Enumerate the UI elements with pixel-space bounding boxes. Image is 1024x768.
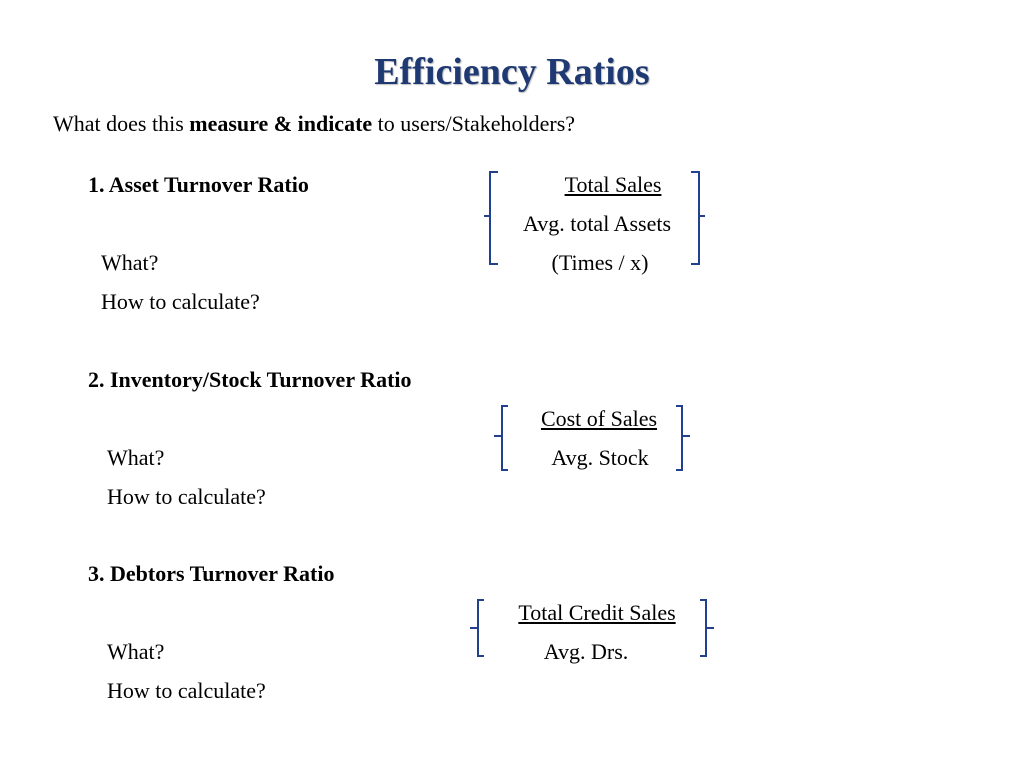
subtitle bbox=[53, 111, 575, 137]
ratio-1-note: (Times / x) bbox=[551, 250, 649, 275]
ratio-2-what: What? bbox=[107, 445, 165, 470]
subtitle-prefix: What does this bbox=[53, 111, 190, 136]
subtitle-suffix: to users/Stakeholders? bbox=[372, 111, 576, 136]
ratio-2-numerator: Cost of Sales bbox=[540, 406, 658, 431]
ratio-2-right-brace bbox=[672, 404, 698, 472]
ratio-1-what: What? bbox=[101, 250, 159, 275]
ratio-2-left-brace bbox=[488, 404, 514, 472]
ratio-2-denominator: Avg. Stock bbox=[551, 445, 649, 470]
slide-title: Efficiency Ratios bbox=[374, 51, 650, 93]
ratio-1-left-brace bbox=[480, 170, 510, 266]
ratio-3-right-brace bbox=[696, 598, 722, 660]
ratio-3-denominator: Avg. Drs. bbox=[543, 639, 629, 664]
ratio-3-how: How to calculate? bbox=[107, 678, 266, 703]
ratio-3-heading: 3. Debtors Turnover Ratio bbox=[88, 561, 335, 586]
subtitle-bold: measure & indicate bbox=[189, 111, 373, 136]
ratio-2-how: How to calculate? bbox=[107, 484, 266, 509]
ratio-1-heading: 1. Asset Turnover Ratio bbox=[88, 172, 309, 197]
ratio-1-numerator: Total Sales bbox=[564, 172, 662, 197]
ratio-1-denominator: Avg. total Assets bbox=[522, 211, 672, 236]
ratio-3-numerator: Total Credit Sales bbox=[518, 600, 676, 625]
ratio-2-heading: 2. Inventory/Stock Turnover Ratio bbox=[88, 367, 412, 392]
ratio-3-what: What? bbox=[107, 639, 165, 664]
ratio-1-how: How to calculate? bbox=[101, 289, 260, 314]
ratio-3-left-brace bbox=[462, 598, 488, 660]
ratio-1-right-brace bbox=[686, 170, 716, 266]
